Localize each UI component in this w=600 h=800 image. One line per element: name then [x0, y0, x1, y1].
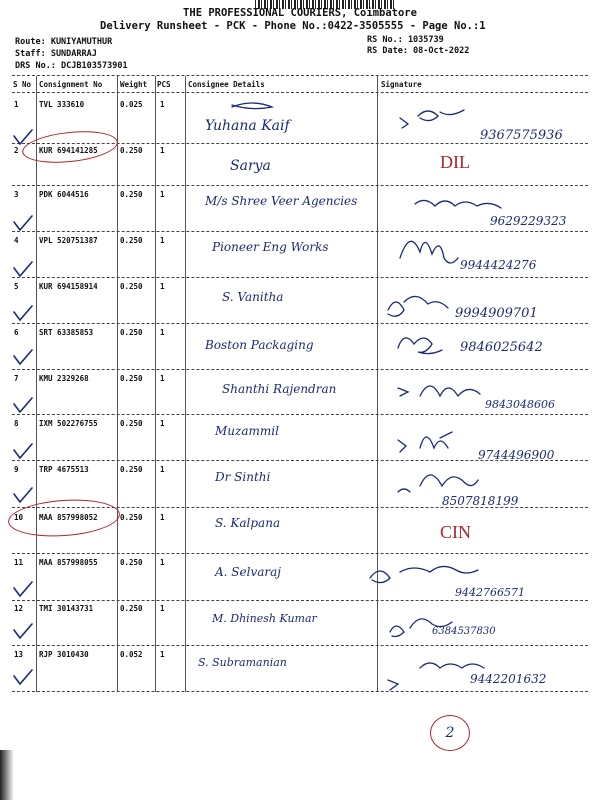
- row-weight: 0.250: [120, 146, 143, 155]
- row-consignee: A. Selvaraj: [215, 565, 281, 579]
- row-weight: 0.250: [120, 190, 143, 199]
- row-pcs: 1: [160, 236, 165, 245]
- scan-shadow: [0, 750, 14, 800]
- tick-icon: [14, 216, 32, 230]
- tick-icon: [14, 130, 32, 144]
- row-pcs: 1: [160, 604, 165, 613]
- row-sno: 3: [14, 190, 19, 199]
- row-pcs: 1: [160, 328, 165, 337]
- row-pcs: 1: [160, 374, 165, 383]
- row-pcs: 1: [160, 650, 165, 659]
- row-signature: CIN: [440, 522, 471, 542]
- row-consignment: MAA 857998055: [39, 558, 98, 567]
- row-sno: 1: [14, 100, 19, 109]
- row-sno: 10: [14, 513, 24, 522]
- row-signature: 9744496900: [478, 448, 555, 462]
- signature-scribble: [388, 296, 448, 316]
- row-sno: 8: [14, 419, 19, 428]
- row-consignment: IXM 502276755: [39, 419, 98, 428]
- row-sno: 5: [14, 282, 19, 291]
- col-pcs: PCS: [157, 80, 171, 89]
- tick-icon: [14, 582, 32, 596]
- row-sno: 7: [14, 374, 19, 383]
- tick-icon: [14, 262, 32, 276]
- row-sno: 13: [14, 650, 24, 659]
- runsheet-subtitle: Delivery Runsheet - PCK - Phone No.:0422-3505555 - Page No.:1: [100, 20, 486, 32]
- row-signature: 9944424276: [460, 258, 537, 272]
- row-weight: 0.250: [120, 374, 143, 383]
- row-weight: 0.250: [120, 236, 143, 245]
- row-consignment: KUR 694141285: [39, 146, 98, 155]
- strike-scribble: [232, 103, 272, 109]
- row-signature: 9843048606: [485, 398, 555, 411]
- row-pcs: 1: [160, 100, 165, 109]
- page-mark: 2: [430, 715, 470, 751]
- row-signature: 6384537830: [432, 626, 496, 637]
- signature-scribble: [400, 241, 458, 263]
- row-consignee: Yuhana Kaif: [205, 118, 290, 134]
- row-weight: 0.250: [120, 282, 143, 291]
- row-weight: 0.052: [120, 650, 143, 659]
- row-consignee: Dr Sinthi: [215, 470, 271, 484]
- row-pcs: 1: [160, 282, 165, 291]
- rs-number: RS No.: 1035739: [367, 35, 444, 45]
- tick-icon: [14, 398, 32, 412]
- col-consignee: Consignee Details: [188, 80, 265, 89]
- row-sno: 2: [14, 146, 19, 155]
- row-sno: 9: [14, 465, 19, 474]
- col-consignment: Consignment No: [39, 80, 103, 89]
- col-sno: S No: [13, 80, 32, 89]
- row-signature: 9629229323: [490, 214, 567, 228]
- row-pcs: 1: [160, 465, 165, 474]
- row-signature: DIL: [440, 152, 470, 172]
- signature-scribble: [398, 338, 442, 354]
- row-consignee: Shanthi Rajendran: [222, 382, 337, 396]
- rs-date: RS Date: 08-Oct-2022: [367, 46, 470, 56]
- signature-scribble: [390, 619, 452, 637]
- row-pcs: 1: [160, 558, 165, 567]
- row-signature: 9994909701: [455, 306, 538, 321]
- row-signature: 9442766571: [455, 586, 525, 599]
- row-pcs: 1: [160, 513, 165, 522]
- row-signature: 9367575936: [480, 128, 563, 143]
- row-weight: 0.250: [120, 558, 143, 567]
- signature-scribble: [400, 110, 464, 128]
- row-consignment: MAA 857998052: [39, 513, 98, 522]
- row-signature: 8507818199: [442, 494, 519, 508]
- col-weight: Weight: [120, 80, 148, 89]
- signature-scribble: [398, 386, 480, 396]
- row-signature: 9442201632: [470, 672, 547, 686]
- row-weight: 0.250: [120, 604, 143, 613]
- signature-scribble: [415, 200, 501, 208]
- row-consignee: Boston Packaging: [205, 338, 314, 352]
- row-sno: 6: [14, 328, 19, 337]
- row-consignee: Muzammil: [215, 424, 279, 438]
- staff: Staff: SUNDARRAJ: [15, 49, 97, 59]
- row-consignee: Sarya: [230, 158, 271, 174]
- row-weight: 0.250: [120, 513, 143, 522]
- tick-icon: [14, 444, 32, 458]
- tick-icon: [14, 488, 32, 502]
- company-title: THE PROFESSIONAL COURIERS, Coimbatore: [183, 7, 417, 19]
- signature-scribble: [398, 432, 452, 452]
- row-consignment: PDK 6044516: [39, 190, 89, 199]
- tick-icon: [14, 624, 32, 638]
- row-consignee: M. Dhinesh Kumar: [212, 612, 317, 625]
- row-pcs: 1: [160, 190, 165, 199]
- row-consignment: TVL 333610: [39, 100, 85, 109]
- row-weight: 0.250: [120, 328, 143, 337]
- row-consignment: KUR 694158914: [39, 282, 98, 291]
- row-consignment: TMI 30143731: [39, 604, 94, 613]
- row-pcs: 1: [160, 419, 165, 428]
- row-consignment: SRT 63385853: [39, 328, 94, 337]
- row-sno: 4: [14, 236, 19, 245]
- row-sno: 11: [14, 558, 24, 567]
- tick-icon: [14, 306, 32, 320]
- row-consignee: M/s Shree Veer Agencies: [205, 194, 358, 208]
- signature-scribble: [388, 663, 484, 690]
- tick-icon: [14, 350, 32, 364]
- row-weight: 0.250: [120, 465, 143, 474]
- row-sno: 12: [14, 604, 24, 613]
- signature-scribble: [370, 566, 478, 582]
- row-weight: 0.250: [120, 419, 143, 428]
- row-consignment: RJP 3010430: [39, 650, 89, 659]
- row-consignment: KMU 2329268: [39, 374, 89, 383]
- row-signature: 9846025642: [460, 340, 543, 355]
- row-consignee: Pioneer Eng Works: [212, 240, 329, 254]
- route: Route: KUNIYAMUTHUR: [15, 37, 113, 47]
- row-consignee: S. Subramanian: [198, 656, 287, 669]
- drs-number: DRS No.: DCJB103573901: [15, 61, 128, 71]
- row-consignment: VPL 520751387: [39, 236, 98, 245]
- tick-icon: [14, 670, 32, 684]
- row-consignment: TRP 4675513: [39, 465, 89, 474]
- row-weight: 0.025: [120, 100, 143, 109]
- col-signature: Signature: [381, 80, 422, 89]
- row-consignee: S. Kalpana: [215, 516, 281, 530]
- row-consignee: S. Vanitha: [222, 290, 284, 304]
- row-pcs: 1: [160, 146, 165, 155]
- signature-scribble: [398, 475, 478, 492]
